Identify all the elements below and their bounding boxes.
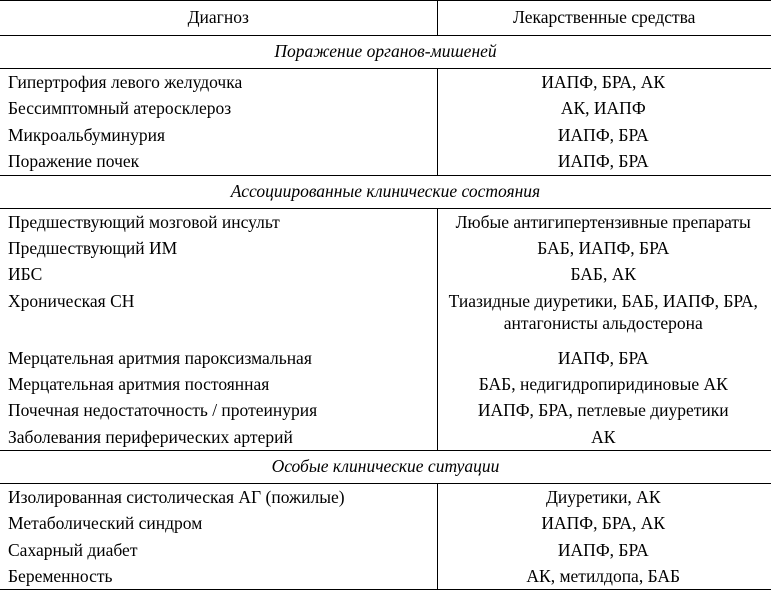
cell-drugs: ИАПФ, БРА (557, 347, 649, 368)
section-header-target-organ-damage (0, 36, 771, 69)
cell-diagnosis: Хроническая СН (0, 288, 437, 337)
cell-drugs: ИАПФ, БРА (557, 124, 649, 145)
table-row (0, 261, 771, 287)
table-header-row (0, 1, 771, 36)
cell-drugs: Любые антигипертензивные препараты (455, 211, 751, 232)
column-header-drugs: Лекарственные средства (437, 1, 771, 36)
cell-drugs: БАБ, АК (570, 264, 637, 285)
table-row (0, 95, 771, 121)
section-title: Поражение органов-мишеней (0, 36, 771, 69)
cell-drugs: АК (591, 426, 616, 447)
table-row (0, 208, 771, 235)
cell-drugs: БАБ, недигидропиридиновые АК (478, 373, 728, 394)
section-header-special-clinical-situations (0, 451, 771, 484)
cell-diagnosis: Заболевания периферических артерий (0, 424, 437, 451)
cell-drugs: ИАПФ, БРА (557, 151, 649, 172)
cell-diagnosis: Гипертрофия левого желудочка (0, 69, 437, 96)
cell-diagnosis: Мерцательная аритмия пароксизмальная (0, 345, 437, 371)
cell-diagnosis: Сахарный диабет (0, 537, 437, 563)
cell-drugs: ИАПФ, БРА, петлевые диуретики (477, 400, 729, 421)
table-row (0, 235, 771, 261)
row-spacer (0, 337, 771, 345)
cell-diagnosis: Бессимптомный атеросклероз (0, 95, 437, 121)
section-title: Ассоциированные клинические состояния (0, 175, 771, 208)
table-row (0, 122, 771, 148)
cell-diagnosis: Беременность (0, 563, 437, 589)
section-header-associated-clinical-conditions (0, 175, 771, 208)
cell-diagnosis: Поражение почек (0, 148, 437, 175)
table-row (0, 484, 771, 511)
cell-drugs: АК, метилдопа, БАБ (526, 566, 681, 587)
cell-drugs: ИАПФ, БРА (557, 539, 649, 560)
cell-diagnosis: Предшествующий ИМ (0, 235, 437, 261)
cell-diagnosis: Почечная недостаточность / протеинурия (0, 397, 437, 423)
cell-diagnosis: Метаболический синдром (0, 510, 437, 536)
cell-drugs: Тиазидные диуретики, БАБ, ИАПФ, БРА, антагонисты альдостерона (448, 290, 758, 334)
table-row (0, 537, 771, 563)
column-header-diagnosis: Диагноз (0, 1, 437, 36)
table-row (0, 397, 771, 423)
cell-drugs: Диуретики, АК (545, 487, 661, 508)
table-row (0, 69, 771, 96)
table-row (0, 510, 771, 536)
cell-diagnosis: Мерцательная аритмия постоянная (0, 371, 437, 397)
table-row (0, 371, 771, 397)
cell-diagnosis: Микроальбуминурия (0, 122, 437, 148)
section-title: Особые клинические ситуации (0, 451, 771, 484)
cell-drugs: АК, ИАПФ (560, 98, 646, 119)
table-row (0, 424, 771, 451)
table-row (0, 563, 771, 589)
cell-diagnosis: Предшествующий мозговой инсульт (0, 208, 437, 235)
table-row (0, 288, 771, 337)
cell-drugs: ИАПФ, БРА, АК (541, 513, 666, 534)
cell-drugs: ИАПФ, БРА, АК (541, 72, 666, 92)
cell-diagnosis: ИБС (0, 261, 437, 287)
cell-drugs: БАБ, ИАПФ, БРА (537, 237, 670, 258)
table-row (0, 148, 771, 175)
cell-diagnosis: Изолированная систолическая АГ (пожилые) (0, 484, 437, 511)
table-row (0, 345, 771, 371)
